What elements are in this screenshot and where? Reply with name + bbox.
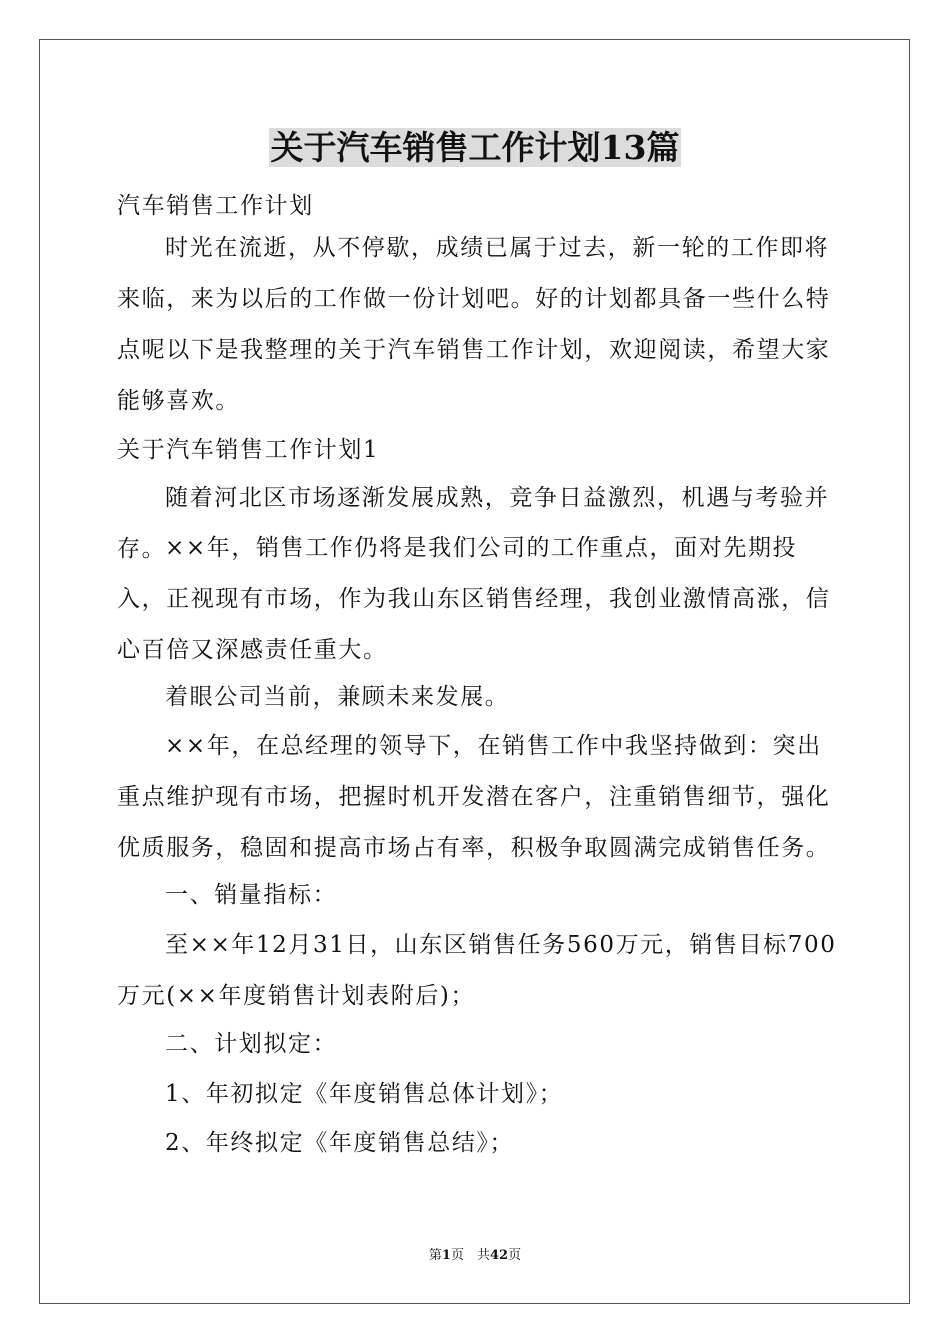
paragraph-section-title: 关于汽车销售工作计划1: [117, 437, 380, 463]
footer-total-pages: 42: [489, 1248, 509, 1263]
paragraph-intro: 时光在流逝，从不停歇，成绩已属于过去，新一轮的工作即将来临，来为以后的工作做一份计划吧。好的计划都具备一些什么特点呢以下是我整理的关于汽车销售工作计划，欢迎阅读，希望大家能够喜欢。: [117, 235, 831, 414]
paragraph-list-heading: 一、销量指标：: [165, 882, 338, 908]
paragraph: 至××年12月31日，山东区销售任务560万元，销售目标700万元(××年度销售计划表附后)；: [117, 932, 837, 1009]
paragraph: ××年，在总经理的领导下，在销售工作中我坚持做到：突出重点维护现有市场，把握时机开发潜在客户，注重销售细节，强化优质服务，稳固和提高市场占有率，积极争取圆满完成销售任务。: [117, 733, 831, 861]
footer-current-page: 1: [441, 1248, 451, 1263]
title-text: 关于汽车销售工作计划13篇: [270, 128, 680, 167]
footer-mid: 页 共: [450, 1248, 490, 1263]
page-footer: [0, 1246, 950, 1266]
paragraph-heading: 汽车销售工作计划: [117, 193, 314, 219]
paragraph: 着眼公司当前，兼顾未来发展。: [165, 684, 510, 710]
footer-prefix: 第: [428, 1248, 442, 1263]
paragraph: 随着河北区市场逐渐发展成熟，竞争日益激烈，机遇与考验并存。: [117, 485, 830, 562]
paragraph: ××年，销售工作仍将是我们公司的工作重点，面对先期投入，正视现有市场，作为我山东区销售经理，我创业激情高涨，信心百倍又深感责任重大。: [117, 535, 831, 663]
list-item: 1、年初拟定《年度销售总体计划》；: [165, 1081, 564, 1107]
footer-suffix: 页: [508, 1248, 522, 1263]
paragraph-list-heading: 二、计划拟定：: [165, 1031, 338, 1057]
document-title: [0, 124, 950, 172]
list-item: 2、年终拟定《年度销售总结》；: [165, 1130, 515, 1156]
